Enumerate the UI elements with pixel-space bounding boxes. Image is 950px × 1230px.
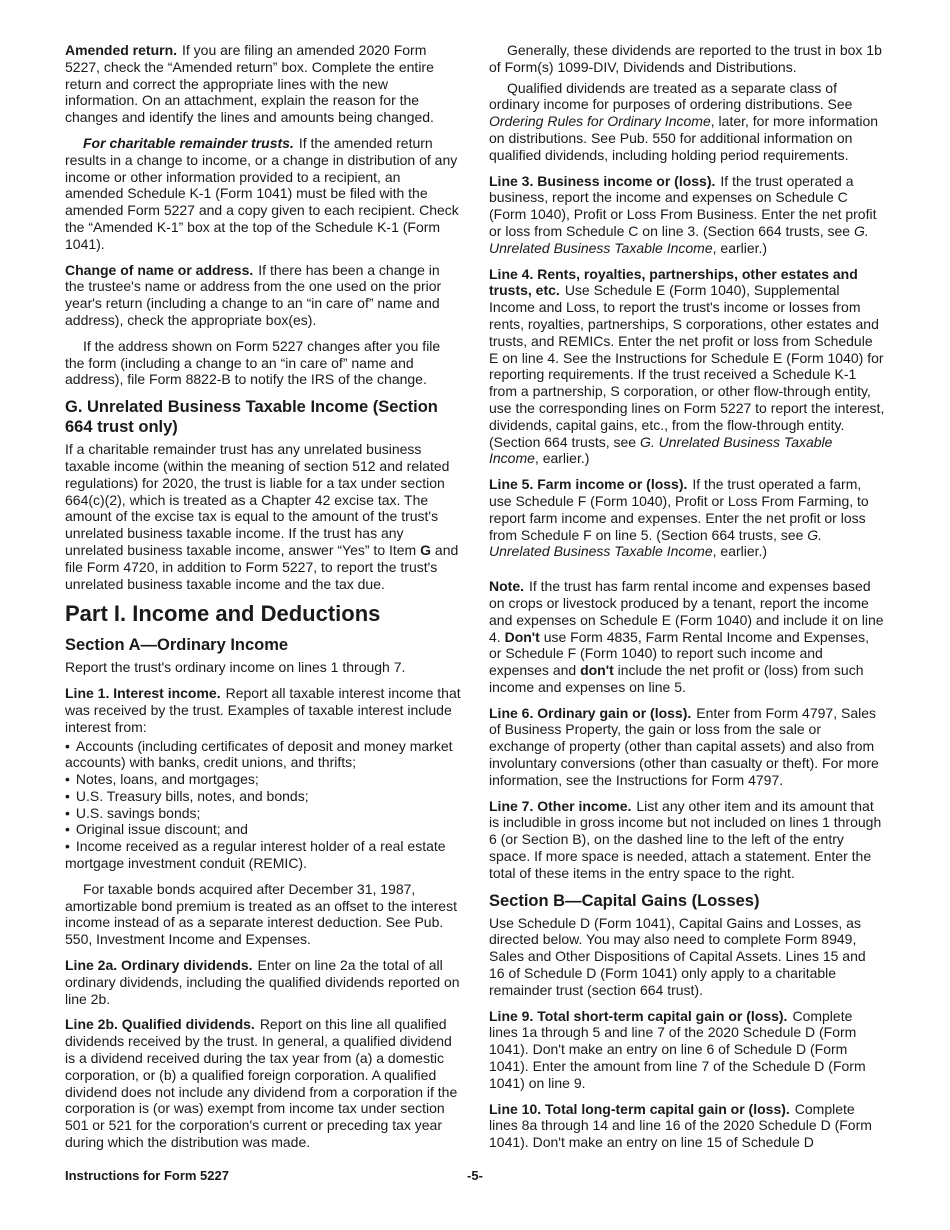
line2b-text: Report on this line all qualified dividends received by the trust. In general, a qualified dividend is a dividend received during the tax year from (a) a domestic corporation, or (b) a qualified foreign corporation. A qualified dividend does not include any dividend from a corporation if the corporation is (or was) exempt from income tax under section 501 or 521 for the corporation's current or preceding tax year during which the distribution was made.	[65, 1016, 458, 1151]
ubti-text-b: and file Form 4720, in addition to Form 5227, to report the trust's unrelated business taxable income and the tax due.	[65, 541, 459, 592]
interest-bullet-list	[65, 738, 461, 872]
crt-paragraph	[65, 135, 461, 253]
address-change-paragraph: If the address shown on Form 5227 changes after you file the form (including a change to an “in care of” name and address), file Form 8822-B to notify the IRS of the change.	[65, 337, 441, 388]
line6-paragraph	[489, 705, 885, 789]
line3-reference: G. Unrelated Business Taxable Income	[489, 222, 869, 256]
line4-reference: G. Unrelated Business Taxable Income	[489, 433, 833, 467]
line1-lead: Line 1. Interest income.	[65, 685, 221, 702]
line5-text-a: If the trust operated a farm, use Schedule F (Form 1040), Profit or Loss From Farming, to report farm income and expenses. Enter the net profit or loss from Schedule F on line 5. (Section 664 trusts, see	[489, 476, 869, 543]
ubti-paragraph	[65, 441, 461, 592]
bond-premium-paragraph: For taxable bonds acquired after December 31, 1987, amortizable bond premium is treated as an offset to the interest income instead of as a separate interest deduction. See Pub. 550, Investment Income and Expenses.	[65, 880, 457, 948]
note-dont-1: Don't	[504, 628, 540, 645]
page-number: -5-	[467, 1168, 483, 1183]
line9-paragraph	[489, 1008, 885, 1092]
crt-lead: For charitable remainder trusts.	[83, 134, 294, 151]
line1-paragraph	[65, 685, 461, 735]
line5-paragraph	[489, 476, 885, 560]
list-item: • U.S. savings bonds;	[65, 805, 461, 822]
line9-text: Complete lines 1a through 5 and line 7 of the 2020 Schedule D (Form 1041). Don't make an entry on line 6 of Schedule D (Form 1041). Enter the amount from line 7 of the Schedule D (Form 1041) on line 9.	[489, 1007, 866, 1091]
list-item: • U.S. Treasury bills, notes, and bonds;	[65, 788, 461, 805]
div-text-a: Qualified dividends are treated as a separate class of ordinary income for purposes of ordering distributions. See	[489, 79, 853, 113]
line5-text-b: , earlier.)	[712, 543, 768, 560]
line9-lead: Line 9. Total short-term capital gain or (loss).	[489, 1007, 788, 1024]
line2a-lead: Line 2a. Ordinary dividends.	[65, 957, 253, 974]
line7-lead: Line 7. Other income.	[489, 797, 632, 814]
line10-lead: Line 10. Total long-term capital gain or (loss).	[489, 1100, 790, 1117]
left-column	[65, 42, 461, 1160]
ordering-rules-reference: Ordering Rules for Ordinary Income	[489, 113, 711, 130]
note-text-a: If the trust has farm rental income and expenses based on crops or livestock produced by a tenant, report the income and expenses on Schedule E (Form 1040) and include it on line 4.	[489, 578, 884, 645]
change-address-paragraph	[65, 262, 461, 329]
dividends-paragraph-2	[489, 80, 885, 164]
div-text-b: , later, for more information on distributions. See Pub. 550 for additional information on qualified dividends, including holding period requirements.	[489, 113, 879, 163]
line3-lead: Line 3. Business income or (loss).	[489, 172, 716, 189]
note-dont-2: don't	[580, 662, 614, 679]
change-address-lead: Change of name or address.	[65, 261, 254, 278]
note-lead: Note.	[489, 578, 524, 595]
ubti-heading: G. Unrelated Business Taxable Income (Section 664 trust only)	[65, 398, 438, 437]
note-text-b: use Form 4835, Farm Rental Income and Expenses, or Schedule F (Form 1040) to report such income and expenses and	[489, 628, 869, 679]
list-item: • Original issue discount; and	[65, 821, 461, 838]
line5-reference: G. Unrelated Business Taxable Income	[489, 526, 823, 560]
line2b-lead: Line 2b. Qualified dividends.	[65, 1016, 255, 1033]
list-item: • Notes, loans, and mortgages;	[65, 771, 461, 788]
footer-title: Instructions for Form 5227	[65, 1168, 229, 1183]
line3-text-b: , earlier.)	[712, 239, 768, 256]
dividends-paragraph-1: Generally, these dividends are reported to the trust in box 1b of Form(s) 1099-DIV, Dividends and Distributions.	[489, 42, 882, 75]
part1-heading: Part I. Income and Deductions	[65, 601, 381, 627]
ubti-item: G	[420, 541, 432, 558]
note-paragraph	[489, 578, 885, 696]
note-text-c: include the net profit or (loss) from such income and expenses on line 5.	[489, 662, 864, 695]
amended-return-paragraph	[65, 42, 461, 126]
line7-text: List any other item and its amount that is includible in gross income but not included on lines 1 through 6 (or Section B), on the dashed line to the left of the entry space. If more space is needed, attach a statement. Enter the total of these items in the entry space to the right.	[489, 797, 882, 881]
line10-text: Complete lines 8a through 14 and line 16 of the 2020 Schedule D (Form 1041). Don't make an entry on line 15 of Schedule D	[489, 1100, 872, 1151]
amended-return-lead: Amended return.	[65, 42, 178, 58]
section-a-heading: Section A—Ordinary Income	[65, 636, 289, 655]
line2b-paragraph	[65, 1016, 461, 1150]
line4-paragraph	[489, 266, 885, 468]
line10-paragraph	[489, 1101, 885, 1151]
line6-lead: Line 6. Ordinary gain or (loss).	[489, 704, 692, 721]
line6-text: Enter from Form 4797, Sales of Business Property, the gain or loss from the sale or exchange of property (other than capital assets) and also from involuntary conversions (other than casualty or theft). For more information, see the Instructions for Form 4797.	[489, 704, 879, 788]
right-column	[489, 42, 885, 1160]
line1-text: Report all taxable interest income that was received by the trust. Examples of taxable interest include interest from:	[65, 685, 461, 735]
section-b-paragraph: Use Schedule D (Form 1041), Capital Gains and Losses, as directed below. You may also need to complete Form 8949, Sales and Other Dispositions of Capital Assets. Lines 15 and 16 of Schedule D (Form 1041) only apply to a charitable remainder trust (section 664 trust).	[489, 914, 866, 998]
line7-paragraph	[489, 798, 885, 882]
list-item: • Accounts (including certificates of deposit and money market accounts) with banks, credit unions, and thrifts;	[65, 738, 461, 772]
line4-text-a: Use Schedule E (Form 1040), Supplemental Income and Loss, to report the trust's income or losses from rents, royalties, partnerships, S corporations, other estates and trusts, and REMICs. Enter the net profit or loss from Schedule E on line 4. See the Instructions for Schedule E (Form 1040) for reporting requirements. If the trust received a Schedule K-1 from a partnership, S corporation, or other flow-through entity, use the corresponding lines on Form 5227 to report the interest, dividends, capital gains, etc., from the flow-through entity. (Section 664 trusts, see	[489, 282, 885, 450]
section-b-heading: Section B—Capital Gains (Losses)	[489, 891, 760, 910]
crt-text: If the amended return results in a change to income, or a change in distribution of any income or other information provided to a recipient, an amended Schedule K-1 (Form 1041) must be filed with the amended Form 5227 and a copy given to each recipient. Check the “Amended K-1” box at the top of the Schedule K-1 (Form 1041).	[65, 134, 459, 252]
line2a-paragraph	[65, 957, 461, 1007]
line4-text-b: , earlier.)	[534, 450, 590, 467]
line4-lead: Line 4. Rents, royalties, partnerships, other estates and trusts, etc.	[489, 265, 858, 299]
change-address-text: If there has been a change in the trustee's name or address from the one used on the prior year's return (including a change to an “in care of” name and address), check the appropriate box(es).	[65, 261, 442, 328]
list-item: • Income received as a regular interest holder of a real estate mortgage investment conduit (REMIC).	[65, 838, 461, 872]
line3-text-a: If the trust operated a business, report the income and expenses on Schedule C (Form 1040), Profit or Loss From Business. Enter the net profit or loss from Schedule C on line 3. (Section 664 trusts, see	[489, 172, 877, 239]
line3-paragraph	[489, 173, 885, 257]
section-a-paragraph: Report the trust's ordinary income on lines 1 through 7.	[65, 659, 406, 676]
ubti-text-a: If a charitable remainder trust has any unrelated business taxable income (within the meaning of section 512 and related regulations) for 2020, the trust is liable for a tax under section 664(c)(2), which is treated as a Chapter 42 excise tax. The amount of the excise tax is equal to the amount of the trust's unrelated business taxable income. If the trust has any unrelated business taxable income, answer “Yes” to Item	[65, 441, 450, 558]
amended-return-text: If you are filing an amended 2020 Form 5227, check the “Amended return” box. Complete the entire return and correct the appropriate lines with the new information. On an attachment, explain the reason for the changes and identify the lines and amounts being changed.	[65, 42, 434, 126]
line2a-text: Enter on line 2a the total of all ordinary dividends, including the qualified dividends reported on line 2b.	[65, 957, 460, 1007]
line5-lead: Line 5. Farm income or (loss).	[489, 476, 688, 493]
